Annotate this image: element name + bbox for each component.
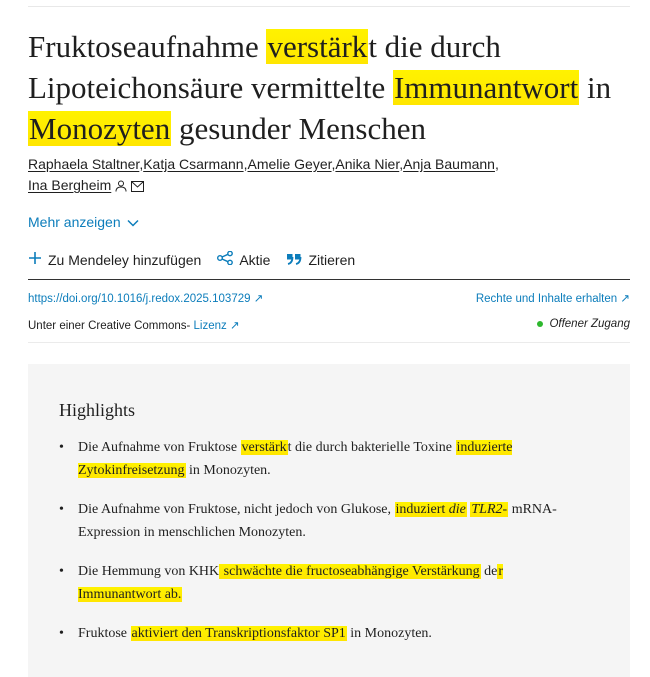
author-list [28, 154, 588, 198]
article-title: Fruktoseaufnahme verstärkt die durch Lipoteichonsäure vermittelte Immunantwort in Monozyten gesunder Menschen [28, 29, 612, 146]
author-separator: , [139, 156, 144, 172]
author-link[interactable]: Anja Baumann [403, 156, 495, 172]
quote-icon [286, 252, 308, 268]
share-icon [217, 251, 239, 268]
highlight-item: • Die Hemmung von KHK schwächte die fructoseabhängige Verstärkung der Immunantwort ab. [59, 560, 579, 606]
author-link[interactable]: Raphaela Staltner [28, 156, 140, 172]
add-to-mendeley-button[interactable] [28, 251, 201, 268]
cite-button[interactable] [286, 252, 355, 268]
open-access-dot-icon [537, 321, 543, 327]
highlight-item: • Die Aufnahme von Fruktose, nicht jedoch von Glukose, induziert die TLR2- mRNA-Expression in menschlichen Monozyten. [59, 498, 579, 544]
article-actions [28, 251, 371, 268]
share-label: Aktie [239, 251, 271, 268]
license-link[interactable]: Lizenz ↗ [193, 320, 240, 332]
show-more-button[interactable] [28, 214, 139, 230]
open-access-label: Offener Zugang [549, 318, 630, 330]
author-separator: , [399, 156, 404, 172]
license-line [28, 318, 240, 332]
envelope-icon[interactable] [131, 177, 144, 198]
highlights-list [59, 436, 579, 661]
license-text: Unter einer Creative Commons- [28, 320, 194, 332]
doi-link[interactable]: https://doi.org/10.1016/j.redox.2025.103729 ↗ [28, 293, 264, 305]
author-separator: , [331, 156, 336, 172]
author-separator: , [494, 156, 499, 172]
add-to-mendeley-label: Zu Mendeley hinzufügen [48, 251, 202, 268]
author-separator: , [243, 156, 248, 172]
actions-divider [28, 279, 630, 280]
author-link[interactable]: Anika Nier [335, 156, 400, 172]
author-link[interactable]: Ina Bergheim [28, 177, 112, 193]
cite-label: Zitieren [308, 251, 356, 268]
meta-divider [28, 342, 630, 343]
show-more-label: Mehr anzeigen [28, 214, 121, 230]
person-icon[interactable] [115, 177, 127, 198]
plus-icon [28, 251, 48, 268]
chevron-down-icon [127, 214, 139, 230]
highlights-title: Highlights [59, 400, 136, 420]
author-link[interactable]: Katja Csarmann [143, 156, 244, 172]
rights-link[interactable]: Rechte und Inhalte erhalten ↗ [475, 293, 630, 305]
highlight-item: • Die Aufnahme von Fruktose verstärkt die durch bakterielle Toxine induzierte Zytokinfreisetzung in Monozyten. [59, 436, 579, 482]
highlight-item: • Fruktose aktiviert den Transkriptionsfaktor SP1 in Monozyten. [59, 622, 579, 645]
share-button[interactable] [217, 251, 270, 268]
highlights-panel [28, 364, 630, 677]
open-access-badge [537, 318, 630, 330]
author-link[interactable]: Amelie Geyer [247, 156, 332, 172]
top-divider [28, 6, 630, 7]
